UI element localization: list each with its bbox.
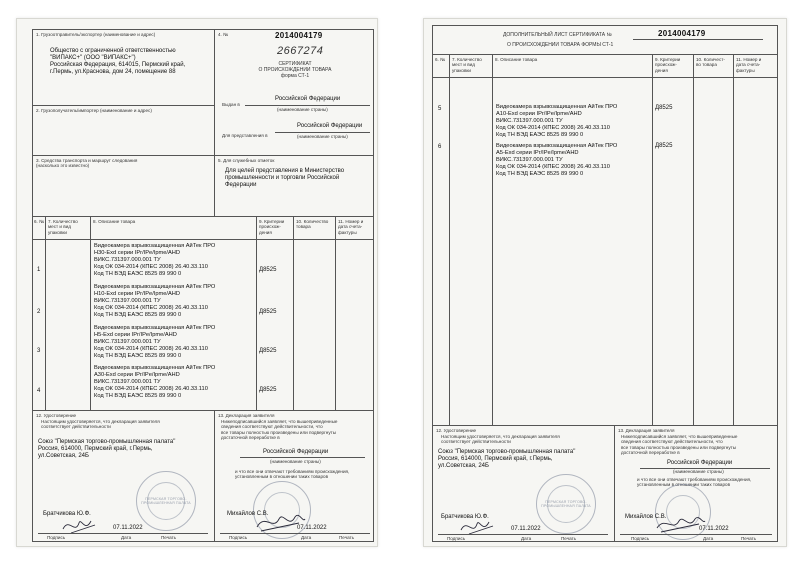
supplement-col-header-quantity: 10. Количест- во товара	[696, 57, 725, 68]
box-12-intro: Настоящим удостоверяется, что декларация заявителя соответствует действительности	[41, 419, 160, 430]
supplement-box-13-label: 13. Декларация заявителя	[618, 428, 675, 433]
supplement-subtitle: О ПРОИСХОЖДЕНИИ ТОВАРА ФОРМЫ СТ-1	[507, 42, 614, 48]
row-4-desc: Видеокамера взрывозащищенная АйТек ПРО А30-Exd серии IPr/IPe/Ipme/AHD ВИКС.731397.000.001 ТУ Код ОК 034-2014 (КПЕС 2008) 26.40.33.110 Код ТН ВЭД ЕАЭС 8525 89 990 0	[94, 365, 216, 399]
supplement-goods-table	[432, 54, 778, 426]
box-4-certificate	[214, 29, 374, 156]
supplement-declaration-country: Российской Федерации	[667, 460, 733, 466]
supplement-number: 2014004179	[658, 29, 706, 38]
box-4-label: 4. №	[218, 32, 229, 37]
box-13-declaration	[214, 410, 374, 542]
box-1-label: 1. Грузоотправитель/экспортер (наименование и адрес)	[36, 32, 156, 37]
supplement-col-header-packages: 7. Количество мест и вид упаковки	[452, 57, 482, 73]
supplement-box-12-label: 12. Удостоверение	[436, 428, 477, 433]
supplement-box-13-intro: Нижеподписавшийся заявляет, что вышеприведенные сведения соответствуют действительности, что все товары полностью произведены или подвергнуты достаточной переработке в	[621, 434, 738, 456]
row-2-criteria: Д8525	[259, 309, 277, 315]
row-6-no: 6	[438, 144, 442, 150]
supplement-chamber-seal	[536, 474, 596, 534]
certifier-name: Братчикова Ю.Ф.	[43, 511, 91, 517]
supplement-certifier-signature-caption: Подпись	[447, 536, 466, 541]
supplement-col-header-no: 6. №	[435, 57, 446, 62]
declaration-country: Российской Федерации	[263, 449, 329, 455]
supplement-header	[432, 25, 778, 55]
row-4-no: 4	[37, 388, 41, 394]
box-13-intro: Нижеподписавшийся заявляет, что вышеприведенные сведения соответствуют действительности, что все товары полностью произведены или подвергнуты достаточной переработке в	[221, 419, 338, 441]
row-1-desc: Видеокамера взрывозащищенная АйТек ПРО Н30-Exd серии IPr/IPe/Ipme/AHD ВИКС.731397.000.001 ТУ Код ОК 034-2014 (КПЕС 2008) 26.40.33.110 Код ТН ВЭД ЕАЭС 8525 89 990 0	[94, 243, 216, 277]
supplement-certifier-name: Братчикова Ю.Ф.	[441, 514, 489, 520]
col-header-quantity: 10. Количество товара	[296, 219, 329, 230]
supplement-declarant-name: Михайлов С.В.	[625, 514, 667, 520]
certificate-title: СЕРТИФИКАТ О ПРОИСХОЖДЕНИИ ТОВАРА форма СТ-1	[258, 61, 332, 79]
declaration-country-caption: (наименование страны)	[270, 459, 321, 464]
supplement-box-12-intro: Настоящим удостоверяется, что декларация заявителя соответствует действительности	[441, 434, 560, 445]
declarant-signature-caption: Подпись	[229, 535, 248, 540]
col-header-packages: 7. Количество мест и вид упаковки	[48, 219, 78, 235]
certificate-number: 2014004179	[275, 31, 323, 40]
row-3-criteria: Д8525	[259, 348, 277, 354]
for-presentation-value: Российской Федерации	[297, 123, 363, 129]
box-13-outro: и что все они отвечают требованиям происхождения, установленным в отношении таких товаров	[235, 469, 350, 480]
box-1-exporter	[32, 29, 215, 106]
chamber-seal	[136, 471, 196, 531]
supplement-certifier-seal-caption: Печать	[561, 536, 577, 541]
row-6-desc: Видеокамера взрывозащищенная АйТек ПРО А5-Exd серии IPr/IPe/Ipme/AHD ВИКС.731397.000.001 ТУ Код ОК 034-2014 (КПЕС 2008) 26.40.33.110 Код ТН ВЭД ЕАЭС 8525 89 990 0	[496, 143, 618, 177]
col-header-no: 6. №	[34, 219, 45, 224]
issued-in-label: Выдан в	[222, 102, 240, 107]
col-header-invoice: 11. Номер и дата счета- фактуры	[338, 219, 364, 235]
certificate-main-sheet	[16, 18, 378, 547]
box-13-label: 13. Декларация заявителя	[218, 413, 275, 418]
blank-number: 2667274	[277, 45, 324, 57]
supplement-box-13-outro: и что все они отвечают требованиям происхождения, установленным в отношении таких товаров	[637, 477, 752, 488]
supplement-certifier-date: 07.11.2022	[511, 526, 541, 532]
supplement-declaration-country-caption: (наименование страны)	[673, 469, 724, 474]
certifier-date: 07.11.2022	[113, 525, 143, 531]
supplement-declarant-signature-caption: Подпись	[631, 536, 650, 541]
row-3-no: 3	[37, 348, 41, 354]
box-3-transport	[32, 155, 215, 217]
row-1-criteria: Д8525	[259, 267, 277, 273]
chamber-address: Союз "Пермская торгово-промышленная палата" Россия, 614000, Пермский край, г.Пермь, ул.Советская, 24Б	[38, 439, 176, 459]
row-4-criteria: Д8525	[259, 387, 277, 393]
box-5-label: 5. Для служебных отметок	[218, 158, 275, 163]
supplement-box-12-certification	[432, 425, 615, 542]
box-5-official	[214, 155, 374, 217]
box-5-text: Для целей представления в Министерство промышленности и торговли Российской Федерации	[225, 168, 345, 188]
exporter-text: Общество с ограниченной ответственностью "ВИПАКС+" (ООО "ВИПАКС+") Российская Федерация, 614015, Пермский край, г.Пермь, ул.Краснова, дом 24, помещение 88	[50, 48, 186, 75]
row-2-no: 2	[37, 309, 41, 315]
supplement-chamber-address: Союз "Пермская торгово-промышленная палата" Россия, 614000, Пермский край, г.Пермь, ул.Советская, 24Б	[438, 449, 576, 469]
certifier-seal-caption: Печать	[161, 535, 177, 540]
supplement-declarant-date-caption: Дата	[703, 536, 714, 541]
supplement-declarant-seal-caption: Печать	[741, 536, 757, 541]
certificate-supplementary-sheet	[423, 18, 787, 547]
row-5-no: 5	[438, 106, 442, 112]
declarant-name: Михайлов С.В.	[227, 511, 269, 517]
declarant-date-caption: Дата	[301, 535, 312, 540]
supplement-box-13-declaration	[614, 425, 778, 542]
supplement-col-header-criteria: 9. Критерии происхож- дения	[655, 57, 681, 73]
country-caption-2: (наименование страны)	[297, 134, 348, 139]
box-2-importer	[32, 105, 215, 156]
for-presentation-label: Для представления в	[222, 133, 268, 138]
row-3-desc: Видеокамера взрывозащищенная АйТек ПРО Н5-Exd серии IPr/IPe/Ipme/AHD ВИКС.731397.000.001 ТУ Код ОК 034-2014 (КПЕС 2008) 26.40.33.110 Код ТН ВЭД ЕАЭС 8525 89 990 0	[94, 325, 216, 359]
row-6-criteria: Д8525	[655, 143, 673, 149]
declarant-date: 07.11.2022	[297, 525, 327, 531]
supplement-col-header-invoice: 11. Номер и дата счета- фактуры	[736, 57, 762, 73]
row-1-no: 1	[37, 267, 41, 273]
row-5-desc: Видеокамера взрывозащищенная АйТек ПРО А10-Exd серии IPr/IPe/Ipme/AHD ВИКС.731397.000.001 ТУ Код ОК 034-2014 (КПЕС 2008) 26.40.33.110 Код ТН ВЭД ЕАЭС 8525 89 990 0	[496, 104, 618, 138]
certifier-date-caption: Дата	[121, 535, 132, 540]
box-2-label: 2. Грузополучатель/импортер (наименование и адрес)	[36, 108, 152, 113]
box-12-label: 12. Удостоверение	[36, 413, 77, 418]
supplement-certifier-date-caption: Дата	[521, 536, 532, 541]
declarant-seal-caption: Печать	[339, 535, 355, 540]
box-12-certification	[32, 410, 215, 542]
supplement-title: ДОПОЛНИТЕЛЬНЫЙ ЛИСТ СЕРТИФИКАТА №	[503, 32, 612, 38]
box-3-label: 3. Средства транспорта и маршрут следования (насколько это известно)	[36, 158, 138, 169]
supplement-declarant-date: 07.11.2022	[699, 526, 729, 532]
supplement-col-header-description: 8. Описание товара	[495, 57, 538, 62]
issued-in-value: Российской Федерации	[275, 96, 341, 102]
col-header-description: 8. Описание товара	[93, 219, 136, 224]
certifier-signature-caption: Подпись	[47, 535, 66, 540]
row-5-criteria: Д8525	[655, 105, 673, 111]
supplement-seal-text: ПЕРМСКАЯ ТОРГОВО-ПРОМЫШЛЕННАЯ ПАЛАТА	[541, 500, 591, 508]
goods-table	[32, 216, 374, 411]
country-caption: (наименование страны)	[277, 107, 328, 112]
row-2-desc: Видеокамера взрывозащищенная АйТек ПРО Н10-Exd серии IPr/IPe/Ipme/AHD ВИКС.731397.000.001 ТУ Код ОК 034-2014 (КПЕС 2008) 26.40.33.110 Код ТН ВЭД ЕАЭС 8525 89 990 0	[94, 284, 216, 318]
seal-text: ПЕРМСКАЯ ТОРГОВО-ПРОМЫШЛЕННАЯ ПАЛАТА	[141, 497, 191, 505]
col-header-criteria: 9. Критерии происхож- дения	[259, 219, 285, 235]
